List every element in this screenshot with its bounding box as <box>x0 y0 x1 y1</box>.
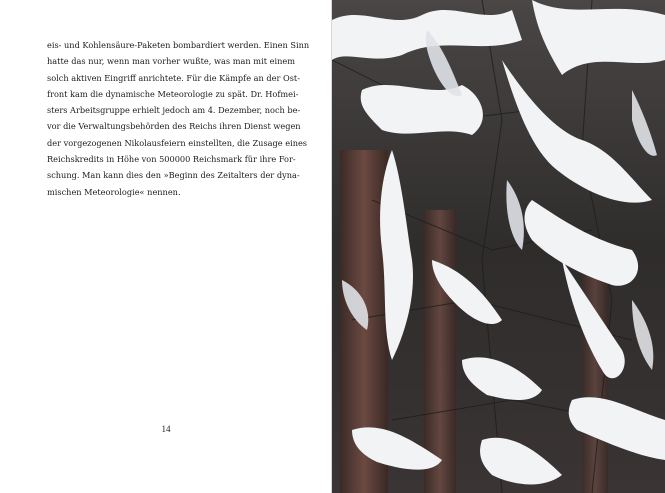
text-line: schung. Man kann dies den »Beginn des Zeitalters der dyna- <box>47 170 300 181</box>
text-line: Reichskredits in Höhe von 500000 Reichsmark für ihre For- <box>47 154 296 165</box>
text-line: sters Arbeitsgruppe erhielt jedoch am 4. Dezember, noch be- <box>47 105 301 116</box>
body-text <box>47 37 310 200</box>
text-line: solch aktiven Eingriff anrichtete. Für die Kämpfe an der Ost- <box>47 72 300 83</box>
text-line: hatte das nur, wenn man vorher wußte, was man mit einem <box>47 56 295 67</box>
left-page <box>0 0 332 493</box>
snowy-branches-photo <box>332 0 665 493</box>
text-line: front kam die dynamische Meteorologie zu spät. Dr. Hofmei- <box>47 88 299 99</box>
text-line: vor die Verwaltungsbehörden des Reichs ihren Dienst wegen <box>47 121 301 132</box>
text-line: eis- und Kohlensäure-Paketen bombardiert werden. Einen Sinn <box>47 40 310 50</box>
right-page <box>332 0 665 493</box>
page-number: 14 <box>161 424 171 434</box>
text-line: der vorgezogenen Nikolausfeiern einstellten, die Zusage eines <box>47 137 308 148</box>
text-line: mischen Meteorologie« nennen. <box>47 186 181 197</box>
